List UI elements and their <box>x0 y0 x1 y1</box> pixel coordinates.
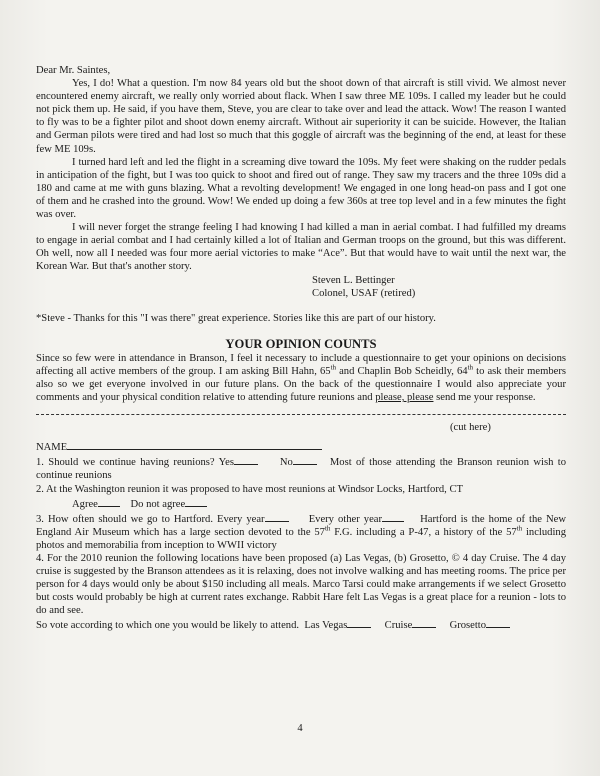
opinion-text-a: Since so few were in attendance in Branson, I feel it necessary to include a questionnaire to get your opinions on decisions affecting all active members of the group. I am asking Bill Hahn, 65 <box>36 352 566 377</box>
signature-title: Colonel, USAF (retired) <box>312 287 416 299</box>
q3-every-year-blank[interactable] <box>265 511 289 522</box>
vote-text: So vote according to which one you would be likely to attend. <box>36 620 300 632</box>
q1-yes-blank[interactable] <box>234 454 258 465</box>
question-2-options <box>36 496 566 511</box>
vote-grosetto-label: Grosetto <box>449 620 487 632</box>
page-content <box>36 64 566 633</box>
ordinal-sup: th <box>330 363 337 372</box>
q1-text: 1. Should we continue having reunions? Yes <box>36 457 234 469</box>
name-row <box>36 439 566 454</box>
vote-las-vegas-label: Las Vegas <box>304 620 348 632</box>
question-2: 2. At the Washington reunion it was proposed to have most reunions at Windsor Locks, Hartford, CT <box>36 483 464 495</box>
opinion-text-c: to ask their members also so we get everyone involved in our future plans. On the back of the questionnaire I would also appreciate your comments and your physical condition relative to attending future reunions and <box>36 365 567 404</box>
ordinal-sup: th <box>324 524 331 533</box>
vote-row <box>36 617 566 632</box>
page-number: 4 <box>297 723 303 734</box>
vote-las-vegas-blank[interactable] <box>347 617 371 628</box>
q3-other-label: Every other year <box>308 513 383 525</box>
q3-text-b: Hartford is the home of the New England Air Museum which has a large section devoted to the 57 <box>36 513 567 538</box>
q1-no-label: No <box>279 457 293 469</box>
opinion-paragraph <box>36 352 566 404</box>
name-field[interactable] <box>67 439 322 450</box>
q3-text-c: F.G. including a P-47, a history of the 57 <box>330 526 517 538</box>
vote-cruise-blank[interactable] <box>412 617 436 628</box>
question-1 <box>36 454 566 482</box>
cut-here-label: (cut here) <box>450 422 491 434</box>
vote-grosetto-blank[interactable] <box>486 617 510 628</box>
q2-agree-blank[interactable] <box>98 496 120 507</box>
section-heading: YOUR OPINION COUNTS <box>225 336 377 351</box>
q1-no-blank[interactable] <box>293 454 317 465</box>
q3-every-other-blank[interactable] <box>382 511 404 522</box>
ordinal-sup: th <box>467 363 474 372</box>
q3-text-d: including photos and memorabilia from inception to WWII victory <box>36 526 566 551</box>
q1-note: Most of those attending the Branson reunion wish to continue reunions <box>36 457 566 482</box>
please-underlined: please, please <box>375 392 434 404</box>
letter-paragraph-3: I will never forget the strange feeling I had knowing I had killed a man in aerial combat. I had fulfilled my dreams to engage in aerial combat and I had certainly killed a lot of Italian and German troops on the ground, but this was different. Oh well, now all I needed was four more aerial victories to make “Ace”. But that would have to wait until the next war, the Korean War. But that's another story. <box>36 222 566 273</box>
cut-line-divider <box>36 414 566 415</box>
q2-disagree-label: Do not agree <box>130 498 186 510</box>
q2-agree-label: Agree <box>72 498 98 510</box>
q2-disagree-blank[interactable] <box>185 496 207 507</box>
ordinal-sup: th <box>516 524 523 533</box>
signature-name: Steven L. Bettinger <box>312 274 395 286</box>
letter-salutation: Dear Mr. Saintes, <box>36 65 111 76</box>
vote-cruise-label: Cruise <box>384 620 413 632</box>
letter-paragraph-1: Yes, I do! What a question. I'm now 84 years old but the shoot down of that aircraft is still vivid. We almost never encountered enemy aircraft, we really only worried about flack. When I saw three ME 109s. I called my leader but he could not pick them up. He said, if you have them, Steve, you are clear to take over and lead the attack. Wow! The reason I wanted to fly was to be a fighter pilot and shoot down enemy aircraft. Without air superiority it can be suicide. However, the Italian and German pilots were tired and had lost so much that this goggle of aircraft was the beginning of the end, at least for these few ME 109s. <box>36 78 566 155</box>
question-4: 4. For the 2010 reunion the following locations have been proposed (a) Las Vegas, (b) Grosetto, © 4 day Cruise. The 4 day cruise is suggested by the Branson attendees as it is relaxing, does not involve walking and has meeting rooms. The price per person for 4 days would only be about $150 including all meals. Marco Tarsi could make arrangements if we select Grosetto but costs would probably be high at current rates exchange. Rabbit Hare felt Las Vegas is a great place for a reunion - lots to do and see. <box>36 553 566 617</box>
q3-text-a: 3. How often should we go to Hartford. Every year <box>36 513 265 525</box>
opinion-text-d: send me your response. <box>433 392 536 404</box>
question-3 <box>36 511 566 552</box>
name-label: NAME <box>36 442 68 454</box>
opinion-text-b: and Chaplin Bob Scheidly, 64 <box>336 365 468 377</box>
letter-paragraph-2: I turned hard left and led the flight in a screaming dive toward the 109s. My feet were shaking on the rudder pedals in anticipation of the fight, but I was too quick to shoot and fired out of range. They saw my tracers and the three 109s did a 180 and came at me with guns blazing. What a revolting development! We engaged in one long head-on pass and I got one of them and he crashed into the ground. Wow! We ended up doing a few 360s at tree top level and in a few minutes the fight was over. <box>36 156 566 221</box>
editor-note: *Steve - Thanks for this "I was there" great experience. Stories like this are part of our history. <box>36 312 436 324</box>
